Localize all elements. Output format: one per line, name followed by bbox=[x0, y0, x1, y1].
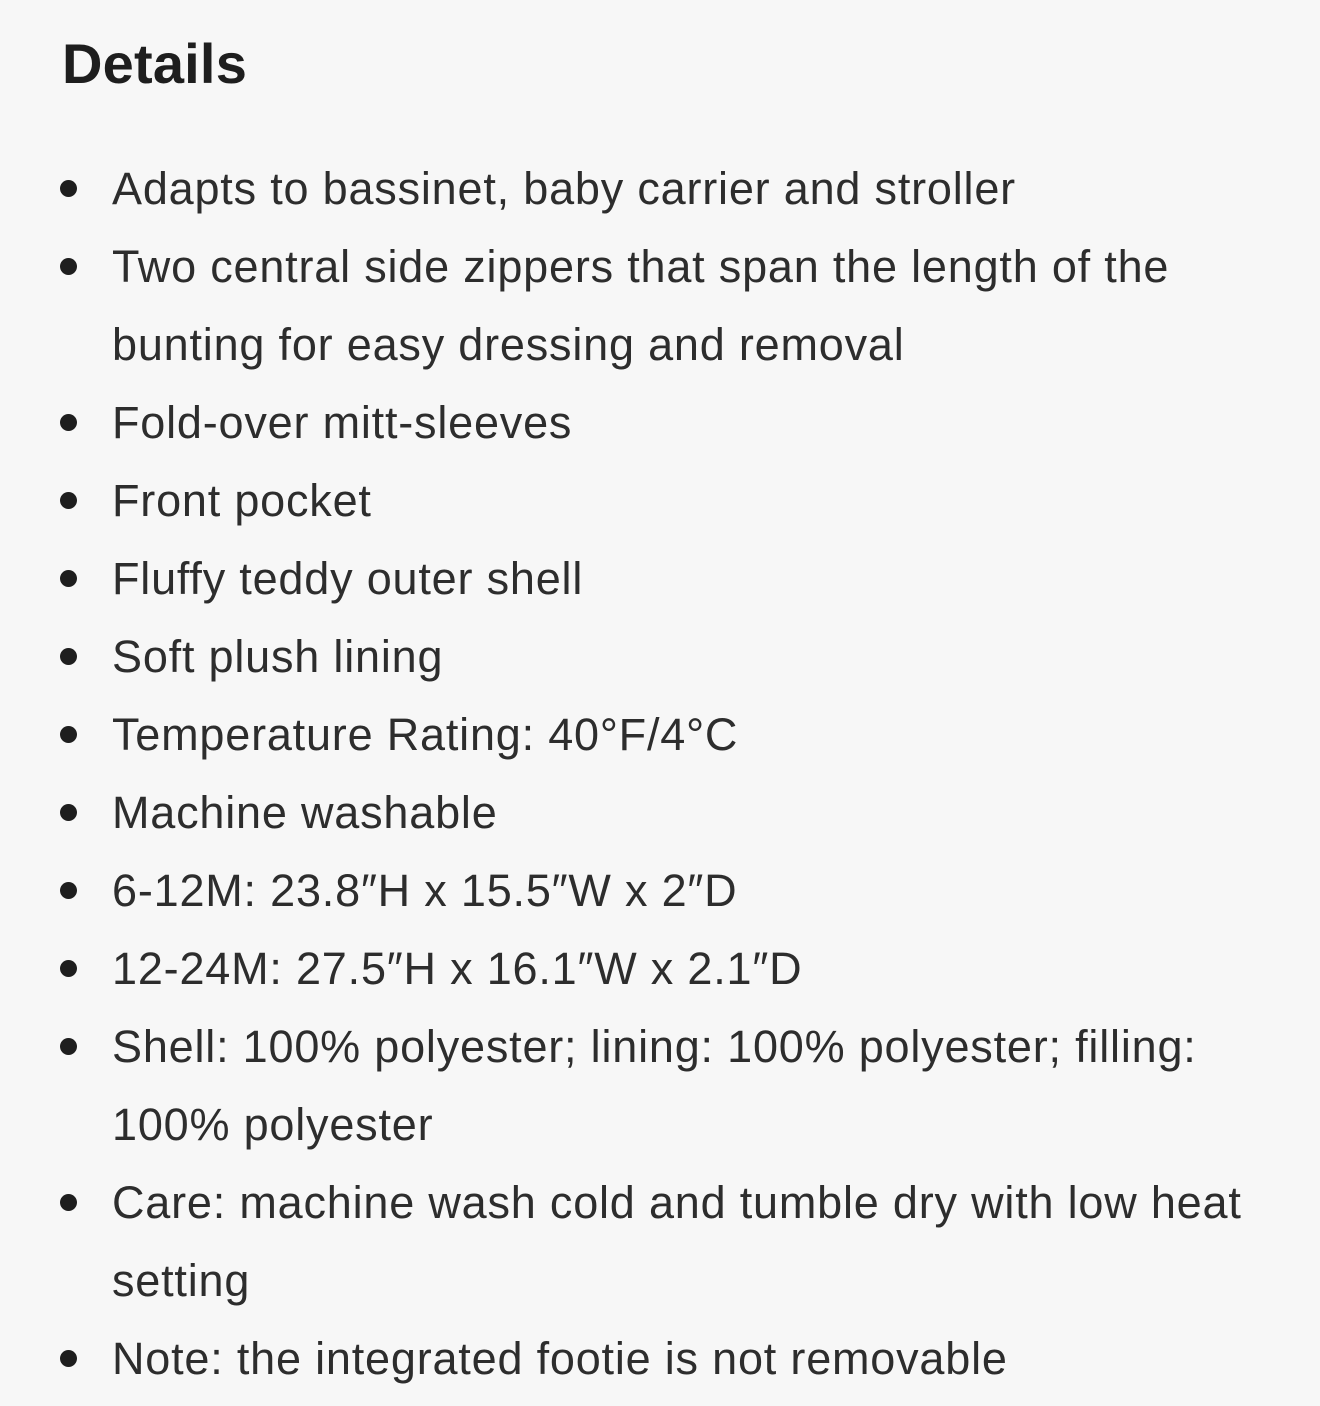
list-item: Note: the integrated footie is not removable bbox=[0, 1320, 1290, 1398]
list-item: Soft plush lining bbox=[0, 618, 1290, 696]
details-heading: Details bbox=[62, 32, 248, 95]
list-item: Front pocket bbox=[0, 462, 1290, 540]
list-item: Fluffy teddy outer shell bbox=[0, 540, 1290, 618]
list-item: Adapts to bassinet, baby carrier and stroller bbox=[0, 150, 1290, 228]
list-item: Temperature Rating: 40°F/4°C bbox=[0, 696, 1290, 774]
list-item: Shell: 100% polyester; lining: 100% polyester; filling: 100% polyester bbox=[0, 1008, 1290, 1164]
details-list bbox=[0, 150, 1290, 1398]
list-item: Fold-over mitt-sleeves bbox=[0, 384, 1290, 462]
list-item: 12-24M: 27.5″H x 16.1″W x 2.1″D bbox=[0, 930, 1290, 1008]
list-item: Two central side zippers that span the length of the bunting for easy dressing and removal bbox=[0, 228, 1290, 384]
list-item: Machine washable bbox=[0, 774, 1290, 852]
list-item: 6-12M: 23.8″H x 15.5″W x 2″D bbox=[0, 852, 1290, 930]
list-item: Care: machine wash cold and tumble dry with low heat setting bbox=[0, 1164, 1290, 1320]
